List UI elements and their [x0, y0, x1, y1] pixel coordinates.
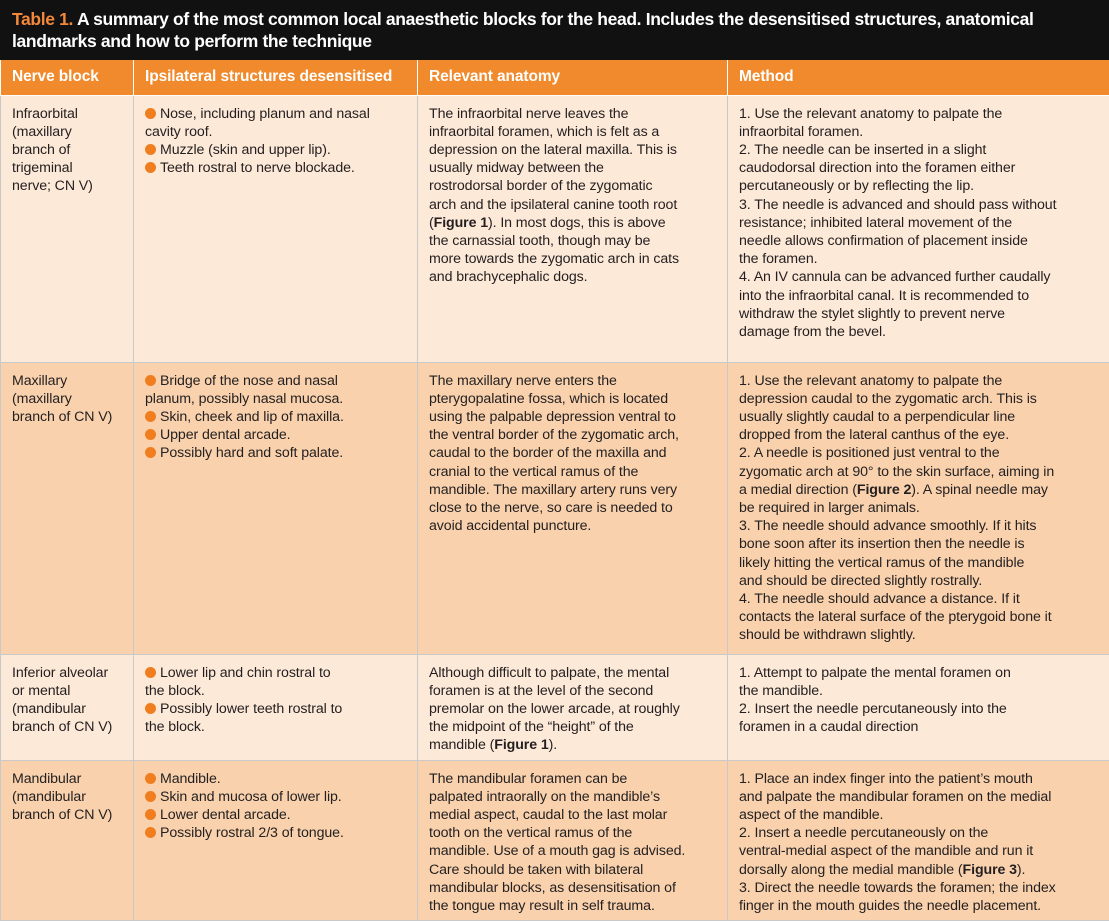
text-segment: depression caudal to the zygomatic arch. This is: [739, 391, 1037, 407]
cell-text-line: (mandibular: [12, 700, 123, 718]
bullet-text: Possibly rostral 2/3 of tongue.: [160, 825, 344, 841]
cell-text-line: [739, 214, 1099, 232]
cell-text-line: (mandibular: [12, 788, 123, 806]
text-segment: 3. The needle is advanced and should pass without: [739, 197, 1056, 213]
cell-text-line: [429, 824, 717, 842]
text-segment: 3. The needle should advance smoothly. If it hits: [739, 518, 1036, 534]
text-segment: pterygopalatine fossa, which is located: [429, 391, 668, 407]
cell-text-line: Maxillary: [12, 372, 123, 390]
text-segment: withdraw the stylet slightly to prevent nerve: [739, 306, 1005, 322]
cell-text-line: [429, 718, 717, 736]
cell-text-line: [429, 372, 717, 390]
text-segment: The infraorbital nerve leaves the: [429, 106, 628, 122]
bullet-item-line: [145, 141, 407, 159]
text-segment: the foramen.: [739, 251, 817, 267]
text-segment: contacts the lateral surface of the pterygoid bone it: [739, 609, 1052, 625]
cell-text-line: [429, 105, 717, 123]
cell-text-line: [429, 408, 717, 426]
cell-text-line: [429, 214, 717, 232]
orange-bullet-icon: [145, 108, 156, 119]
cell-text-line: [739, 372, 1099, 390]
cell-text-line: [429, 481, 717, 499]
text-segment: 2. Insert a needle percutaneously on the: [739, 825, 988, 841]
figure-reference: Figure 1: [494, 737, 548, 753]
text-segment: 4. An IV cannula can be advanced further caudally: [739, 269, 1050, 285]
cell-text-line: [429, 770, 717, 788]
text-segment: and brachycephalic dogs.: [429, 269, 588, 285]
text-segment: infraorbital foramen, which is felt as a: [429, 124, 659, 140]
text-segment: the mandible.: [739, 683, 823, 699]
text-segment: a medial direction (: [739, 482, 857, 498]
text-segment: cranial to the vertical ramus of the: [429, 464, 638, 480]
cell-text-line: [739, 700, 1099, 718]
bullet-text: Lower dental arcade.: [160, 807, 291, 823]
column-header: Ipsilateral structures desensitised: [134, 60, 418, 95]
text-segment: ventral-medial aspect of the mandible and run it: [739, 843, 1033, 859]
cell-text-line: [739, 177, 1099, 195]
figure-reference: Figure 3: [963, 862, 1017, 878]
text-segment: ). A spinal needle may: [911, 482, 1048, 498]
text-segment: close to the nerve, so care is needed to: [429, 500, 673, 516]
structures-cell: [134, 654, 418, 760]
text-segment: mandible. The maxillary artery runs very: [429, 482, 677, 498]
cell-text-line: [739, 390, 1099, 408]
cell-text-line: [429, 463, 717, 481]
text-segment: the midpoint of the “height” of the: [429, 719, 634, 735]
anatomy-cell: [418, 760, 728, 921]
method-cell: [728, 362, 1109, 654]
text-segment: and palpate the mandibular foramen on the medial: [739, 789, 1051, 805]
cell-text-line: [739, 408, 1099, 426]
cell-text-line: [429, 268, 717, 286]
bullet-text: Upper dental arcade.: [160, 427, 291, 443]
bullet-item-line: [145, 159, 407, 177]
column-header: Relevant anatomy: [418, 60, 728, 95]
text-segment: mandible (: [429, 737, 494, 753]
bullet-item-line: [145, 123, 407, 141]
text-segment: usually midway between the: [429, 160, 604, 176]
text-segment: ).: [549, 737, 557, 753]
text-segment: Care should be taken with bilateral: [429, 862, 643, 878]
cell-text-line: [739, 842, 1099, 860]
bullet-item-line: [145, 700, 407, 718]
bullet-item-line: [145, 682, 407, 700]
text-segment: likely hitting the vertical ramus of the mandible: [739, 555, 1024, 571]
text-segment: mandibular blocks, as desensitisation of: [429, 880, 676, 896]
table-header-row: [1, 60, 1109, 95]
cell-text-line: [739, 481, 1099, 499]
text-segment: dropped from the lateral canthus of the eye.: [739, 427, 1009, 443]
cell-text-line: [429, 159, 717, 177]
cell-text-line: [429, 390, 717, 408]
cell-text-line: [739, 250, 1099, 268]
cell-text-line: [739, 426, 1099, 444]
text-segment: resistance; inhibited lateral movement of the: [739, 215, 1012, 231]
table-number: Table 1.: [12, 9, 73, 29]
cell-text-line: [739, 824, 1099, 842]
text-segment: and should be directed slightly rostrally.: [739, 573, 982, 589]
bullet-item-line: [145, 105, 407, 123]
anatomy-cell: [418, 654, 728, 760]
text-segment: ). In most dogs, this is above: [488, 215, 666, 231]
cell-text-line: [429, 682, 717, 700]
bullet-text: Skin, cheek and lip of maxilla.: [160, 409, 344, 425]
bullet-item-line: [145, 390, 407, 408]
cell-text-line: [429, 177, 717, 195]
bullet-item-line: [145, 718, 407, 736]
cell-text-line: [429, 897, 717, 915]
bullet-text: Possibly hard and soft palate.: [160, 445, 343, 461]
cell-text-line: Inferior alveolar: [12, 664, 123, 682]
bullet-item-line: [145, 806, 407, 824]
text-segment: zygomatic arch at 90° to the skin surface, aiming in: [739, 464, 1054, 480]
text-segment: foramen is at the level of the second: [429, 683, 653, 699]
bullet-text: planum, possibly nasal mucosa.: [145, 391, 343, 407]
text-segment: rostrodorsal border of the zygomatic: [429, 178, 653, 194]
cell-text-line: branch of CN V): [12, 806, 123, 824]
text-segment: bone soon after its insertion then the needle is: [739, 536, 1024, 552]
bullet-text: cavity roof.: [145, 124, 212, 140]
text-segment: Although difficult to palpate, the mental: [429, 665, 669, 681]
cell-text-line: [739, 517, 1099, 535]
bullet-text: the block.: [145, 683, 205, 699]
orange-bullet-icon: [145, 809, 156, 820]
text-segment: using the palpable depression ventral to: [429, 409, 676, 425]
orange-bullet-icon: [145, 411, 156, 422]
text-segment: infraorbital foramen.: [739, 124, 863, 140]
cell-text-line: Mandibular: [12, 770, 123, 788]
text-segment: medial aspect, caudal to the last molar: [429, 807, 667, 823]
cell-text-line: [429, 123, 717, 141]
text-segment: should be withdrawn slightly.: [739, 627, 916, 643]
text-segment: the carnassial tooth, though may be: [429, 233, 650, 249]
method-cell: [728, 760, 1109, 921]
bullet-item-line: [145, 444, 407, 462]
text-segment: the tongue may result in self trauma.: [429, 898, 655, 914]
orange-bullet-icon: [145, 447, 156, 458]
bullet-text: Nose, including planum and nasal: [160, 106, 370, 122]
bullet-item-line: [145, 664, 407, 682]
cell-text-line: [739, 590, 1099, 608]
column-header: Nerve block: [1, 60, 134, 95]
orange-bullet-icon: [145, 429, 156, 440]
cell-text-line: [429, 806, 717, 824]
cell-text-line: [739, 141, 1099, 159]
cell-text-line: [429, 499, 717, 517]
cell-text-line: [739, 323, 1099, 341]
text-segment: percutaneously or by reflecting the lip.: [739, 178, 974, 194]
table-row: [1, 654, 1109, 760]
text-segment: The mandibular foramen can be: [429, 771, 627, 787]
cell-text-line: [739, 718, 1099, 736]
cell-text-line: [739, 806, 1099, 824]
cell-text-line: [429, 426, 717, 444]
cell-text-line: [739, 232, 1099, 250]
nerve-block-cell: [1, 95, 134, 362]
table-row: [1, 362, 1109, 654]
orange-bullet-icon: [145, 162, 156, 173]
bullet-item-line: [145, 372, 407, 390]
text-segment: 4. The needle should advance a distance. If it: [739, 591, 1020, 607]
figure-reference: Figure 2: [857, 482, 911, 498]
cell-text-line: [739, 788, 1099, 806]
cell-text-line: [429, 879, 717, 897]
cell-text-line: [739, 535, 1099, 553]
cell-text-line: branch of: [12, 141, 123, 159]
cell-text-line: [739, 123, 1099, 141]
cell-text-line: [739, 861, 1099, 879]
text-segment: 3. Direct the needle towards the foramen; the index: [739, 880, 1056, 896]
cell-text-line: [739, 159, 1099, 177]
orange-bullet-icon: [145, 791, 156, 802]
text-segment: (: [429, 215, 434, 231]
cell-text-line: [739, 287, 1099, 305]
structures-cell: [134, 760, 418, 921]
orange-bullet-icon: [145, 667, 156, 678]
table-row: [1, 760, 1109, 921]
cell-text-line: [739, 444, 1099, 462]
column-header: Method: [728, 60, 1109, 95]
table-row: [1, 95, 1109, 362]
cell-text-line: [739, 463, 1099, 481]
cell-text-line: [739, 664, 1099, 682]
cell-text-line: [429, 250, 717, 268]
cell-text-line: [429, 842, 717, 860]
orange-bullet-icon: [145, 827, 156, 838]
text-segment: dorsally along the medial mandible (: [739, 862, 963, 878]
cell-text-line: [429, 196, 717, 214]
bullet-text: Teeth rostral to nerve blockade.: [160, 160, 355, 176]
text-segment: the ventral border of the zygomatic arch,: [429, 427, 679, 443]
cell-text-line: branch of CN V): [12, 718, 123, 736]
text-segment: into the infraorbital canal. It is recommended to: [739, 288, 1029, 304]
text-segment: needle allows confirmation of placement inside: [739, 233, 1028, 249]
cell-text-line: trigeminal: [12, 159, 123, 177]
cell-text-line: [739, 499, 1099, 517]
table-body: [1, 95, 1109, 921]
bullet-text: Skin and mucosa of lower lip.: [160, 789, 342, 805]
cell-text-line: [429, 700, 717, 718]
text-segment: caudodorsal direction into the foramen either: [739, 160, 1015, 176]
bullet-text: Lower lip and chin rostral to: [160, 665, 331, 681]
text-segment: usually slightly caudal to a perpendicular line: [739, 409, 1015, 425]
text-segment: mandible. Use of a mouth gag is advised.: [429, 843, 685, 859]
cell-text-line: [739, 572, 1099, 590]
cell-text-line: [739, 770, 1099, 788]
nerve-block-table: [0, 60, 1109, 921]
cell-text-line: [739, 682, 1099, 700]
cell-text-line: [739, 268, 1099, 286]
bullet-text: Bridge of the nose and nasal: [160, 373, 338, 389]
figure-reference: Figure 1: [434, 215, 488, 231]
cell-text-line: [429, 861, 717, 879]
text-segment: foramen in a caudal direction: [739, 719, 918, 735]
text-segment: palpated intraorally on the mandible’s: [429, 789, 660, 805]
bullet-text: Possibly lower teeth rostral to: [160, 701, 342, 717]
structures-cell: [134, 95, 418, 362]
cell-text-line: [739, 897, 1099, 915]
text-segment: arch and the ipsilateral canine tooth root: [429, 197, 677, 213]
text-segment: 1. Use the relevant anatomy to palpate the: [739, 106, 1002, 122]
orange-bullet-icon: [145, 375, 156, 386]
text-segment: 1. Attempt to palpate the mental foramen on: [739, 665, 1011, 681]
table-caption: [0, 0, 1109, 60]
text-segment: damage from the bevel.: [739, 324, 886, 340]
method-cell: [728, 95, 1109, 362]
orange-bullet-icon: [145, 703, 156, 714]
cell-text-line: (maxillary: [12, 390, 123, 408]
cell-text-line: nerve; CN V): [12, 177, 123, 195]
text-segment: caudal to the border of the maxilla and: [429, 445, 666, 461]
cell-text-line: [429, 444, 717, 462]
cell-text-line: [739, 554, 1099, 572]
cell-text-line: [739, 305, 1099, 323]
nerve-block-cell: [1, 654, 134, 760]
cell-text-line: [429, 517, 717, 535]
bullet-item-line: [145, 426, 407, 444]
text-segment: be required in larger animals.: [739, 500, 920, 516]
cell-text-line: [429, 141, 717, 159]
bullet-text: the block.: [145, 719, 205, 735]
bullet-item-line: [145, 770, 407, 788]
cell-text-line: [739, 608, 1099, 626]
cell-text-line: [429, 788, 717, 806]
cell-text-line: (maxillary: [12, 123, 123, 141]
cell-text-line: [739, 626, 1099, 644]
text-segment: finger in the mouth guides the needle placement.: [739, 898, 1041, 914]
cell-text-line: [739, 196, 1099, 214]
nerve-block-cell: [1, 760, 134, 921]
text-segment: The maxillary nerve enters the: [429, 373, 617, 389]
text-segment: ).: [1017, 862, 1025, 878]
cell-text-line: [429, 664, 717, 682]
method-cell: [728, 654, 1109, 760]
bullet-text: Mandible.: [160, 771, 221, 787]
bullet-item-line: [145, 788, 407, 806]
cell-text-line: branch of CN V): [12, 408, 123, 426]
text-segment: avoid accidental puncture.: [429, 518, 591, 534]
anatomy-cell: [418, 95, 728, 362]
text-segment: more towards the zygomatic arch in cats: [429, 251, 679, 267]
table-title: A summary of the most common local anaesthetic blocks for the head. Includes the desensitised structures, anatomical landmarks and how to perform the technique: [12, 9, 1033, 51]
text-segment: 1. Place an index finger into the patient’s mouth: [739, 771, 1033, 787]
cell-text-line: [429, 232, 717, 250]
cell-text-line: [429, 736, 717, 754]
text-segment: 2. A needle is positioned just ventral to the: [739, 445, 1000, 461]
orange-bullet-icon: [145, 773, 156, 784]
anatomy-cell: [418, 362, 728, 654]
structures-cell: [134, 362, 418, 654]
text-segment: 1. Use the relevant anatomy to palpate the: [739, 373, 1002, 389]
bullet-text: Muzzle (skin and upper lip).: [160, 142, 331, 158]
nerve-block-cell: [1, 362, 134, 654]
bullet-item-line: [145, 408, 407, 426]
cell-text-line: [739, 105, 1099, 123]
text-segment: aspect of the mandible.: [739, 807, 883, 823]
text-segment: tooth on the vertical ramus of the: [429, 825, 632, 841]
cell-text-line: or mental: [12, 682, 123, 700]
text-segment: premolar on the lower arcade, at roughly: [429, 701, 680, 717]
text-segment: 2. Insert the needle percutaneously into the: [739, 701, 1007, 717]
cell-text-line: Infraorbital: [12, 105, 123, 123]
text-segment: 2. The needle can be inserted in a slight: [739, 142, 986, 158]
text-segment: depression on the lateral maxilla. This is: [429, 142, 677, 158]
cell-text-line: [739, 879, 1099, 897]
orange-bullet-icon: [145, 144, 156, 155]
bullet-item-line: [145, 824, 407, 842]
